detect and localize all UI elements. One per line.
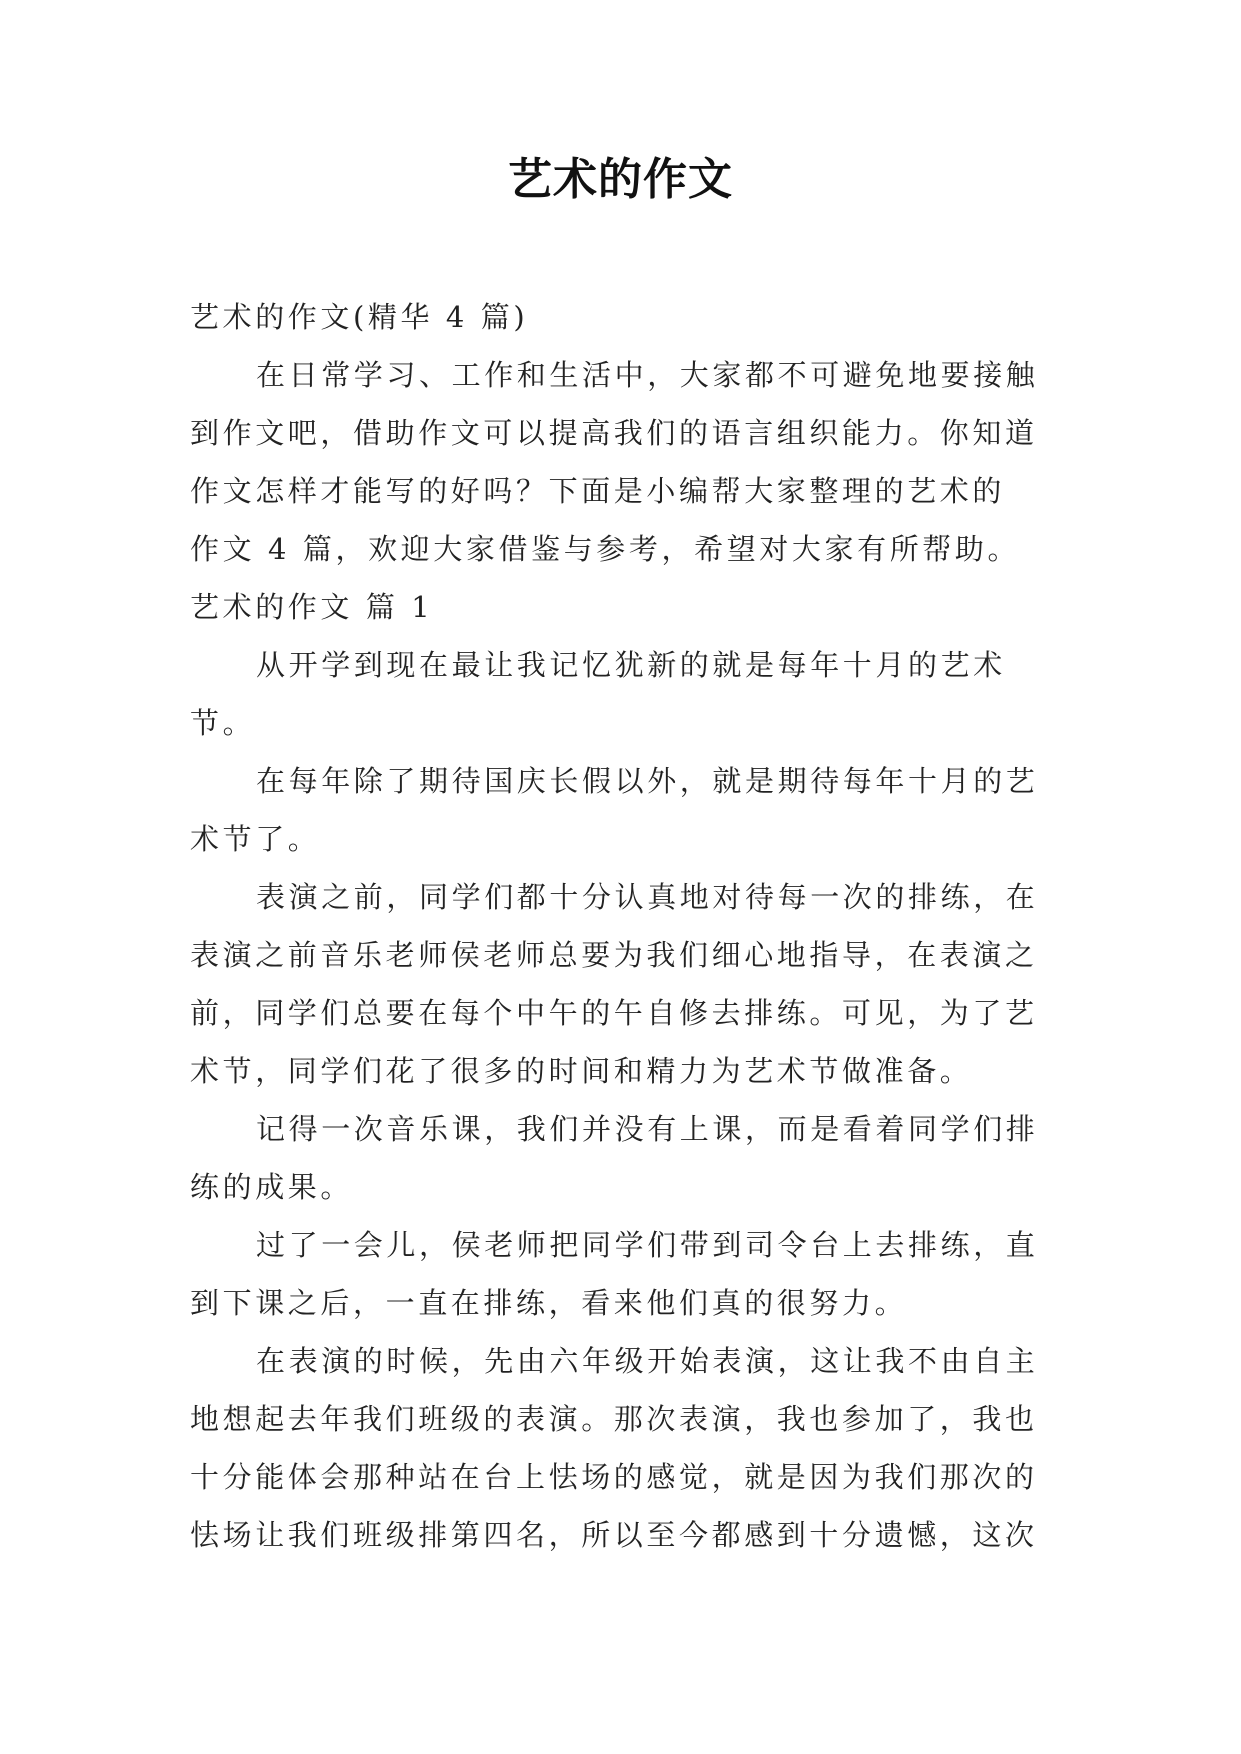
text-line: 过了一会儿，侯老师把同学们带到司令台上去排练，直 bbox=[256, 1228, 1039, 1262]
text-line: 到下课之后，一直在排练，看来他们真的很努力。 bbox=[190, 1286, 908, 1320]
text-line: 十分能体会那种站在台上怯场的感觉，就是因为我们那次的 bbox=[190, 1460, 1038, 1494]
text-line: 术节，同学们花了很多的时间和精力为艺术节做准备。 bbox=[190, 1054, 973, 1088]
text-line: 前，同学们总要在每个中午的午自修去排练。可见，为了艺 bbox=[190, 996, 1038, 1030]
text-line: 作文 4 篇，欢迎大家借鉴与参考，希望对大家有所帮助。 bbox=[190, 532, 1021, 566]
text-line: 在每年除了期待国庆长假以外，就是期待每年十月的艺 bbox=[256, 764, 1039, 798]
text-line: 记得一次音乐课，我们并没有上课，而是看着同学们排 bbox=[256, 1112, 1039, 1146]
text-line: 表演之前，同学们都十分认真地对待每一次的排练，在 bbox=[256, 880, 1039, 914]
text-line: 节。 bbox=[190, 706, 256, 740]
text-line: 艺术的作文(精华 4 篇) bbox=[190, 300, 529, 334]
document-body bbox=[190, 288, 1052, 1564]
text-line: 到作文吧，借助作文可以提高我们的语言组织能力。你知道 bbox=[190, 416, 1038, 450]
text-line: 表演之前音乐老师侯老师总要为我们细心地指导，在表演之 bbox=[190, 938, 1038, 972]
text-line: 在日常学习、工作和生活中，大家都不可避免地要接触 bbox=[256, 358, 1039, 392]
text-line: 艺术的作文 篇 1 bbox=[190, 590, 434, 624]
text-line: 从开学到现在最让我记忆犹新的就是每年十月的艺术 bbox=[256, 648, 1006, 682]
text-line: 练的成果。 bbox=[190, 1170, 354, 1204]
text-line: 地想起去年我们班级的表演。那次表演，我也参加了，我也 bbox=[190, 1402, 1038, 1436]
text-line: 怯场让我们班级排第四名，所以至今都感到十分遗憾，这次 bbox=[190, 1518, 1038, 1552]
document-title: 艺术的作文 bbox=[508, 154, 733, 205]
text-line: 作文怎样才能写的好吗？下面是小编帮大家整理的艺术的 bbox=[190, 474, 1006, 508]
text-line: 在表演的时候，先由六年级开始表演，这让我不由自主 bbox=[256, 1344, 1039, 1378]
text-line: 术节了。 bbox=[190, 822, 321, 856]
